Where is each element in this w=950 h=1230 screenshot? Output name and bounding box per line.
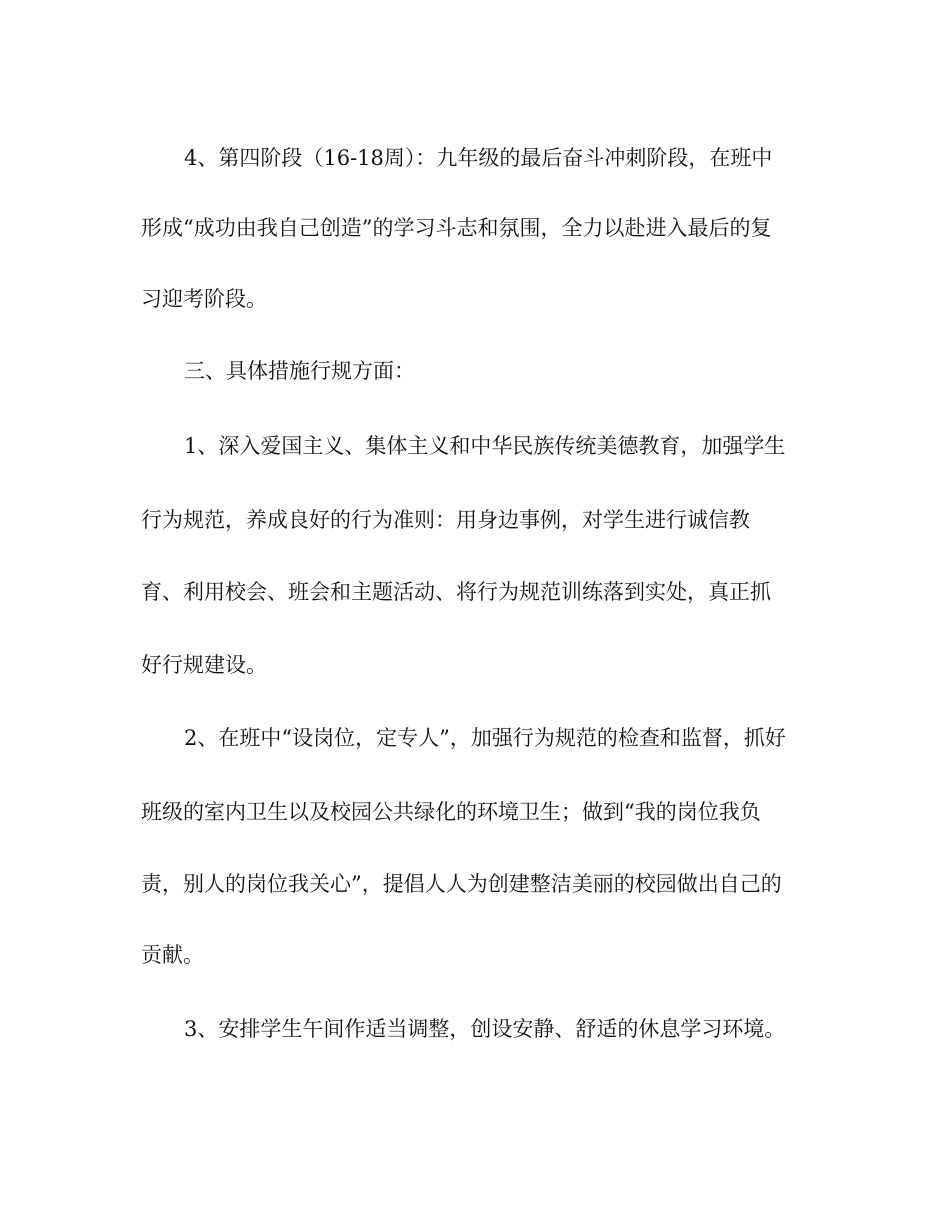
paragraph-line: 1、深入爱国主义、集体主义和中华民族传统美德教育，加强学生 (184, 434, 786, 458)
paragraph-line: 习迎考阶段。 (141, 287, 267, 311)
paragraph-line: 班级的室内卫生以及校园公共绿化的环境卫生；做到“我的岗位我负 (141, 800, 761, 824)
paragraph-line: 3、安排学生午间作适当调整，创设安静、舒适的休息学习环境。 (184, 1017, 786, 1041)
paragraph-line: 育、利用校会、班会和主题活动、将行为规范训练落到实处，真正抓 (141, 580, 771, 604)
section-heading: 三、具体措施行规方面： (184, 359, 415, 383)
paragraph-line: 责，别人的岗位我关心”，提倡人人为创建整洁美丽的校园做出自己的 (141, 872, 782, 896)
paragraph-line: 2、在班中“设岗位，定专人”，加强行为规范的检查和监督，抓好 (184, 726, 786, 750)
paragraph-line: 行为规范，养成良好的行为准则：用身边事例，对学生进行诚信教 (141, 508, 750, 532)
paragraph-line: 4、第四阶段（16-18周）：九年级的最后奋斗冲刺阶段，在班中 (184, 146, 773, 170)
paragraph-line: 好行规建设。 (141, 653, 267, 677)
paragraph-line: 形成“成功由我自己创造”的学习斗志和氛围，全力以赴进入最后的复 (141, 216, 772, 240)
paragraph-line: 贡献。 (141, 943, 204, 967)
